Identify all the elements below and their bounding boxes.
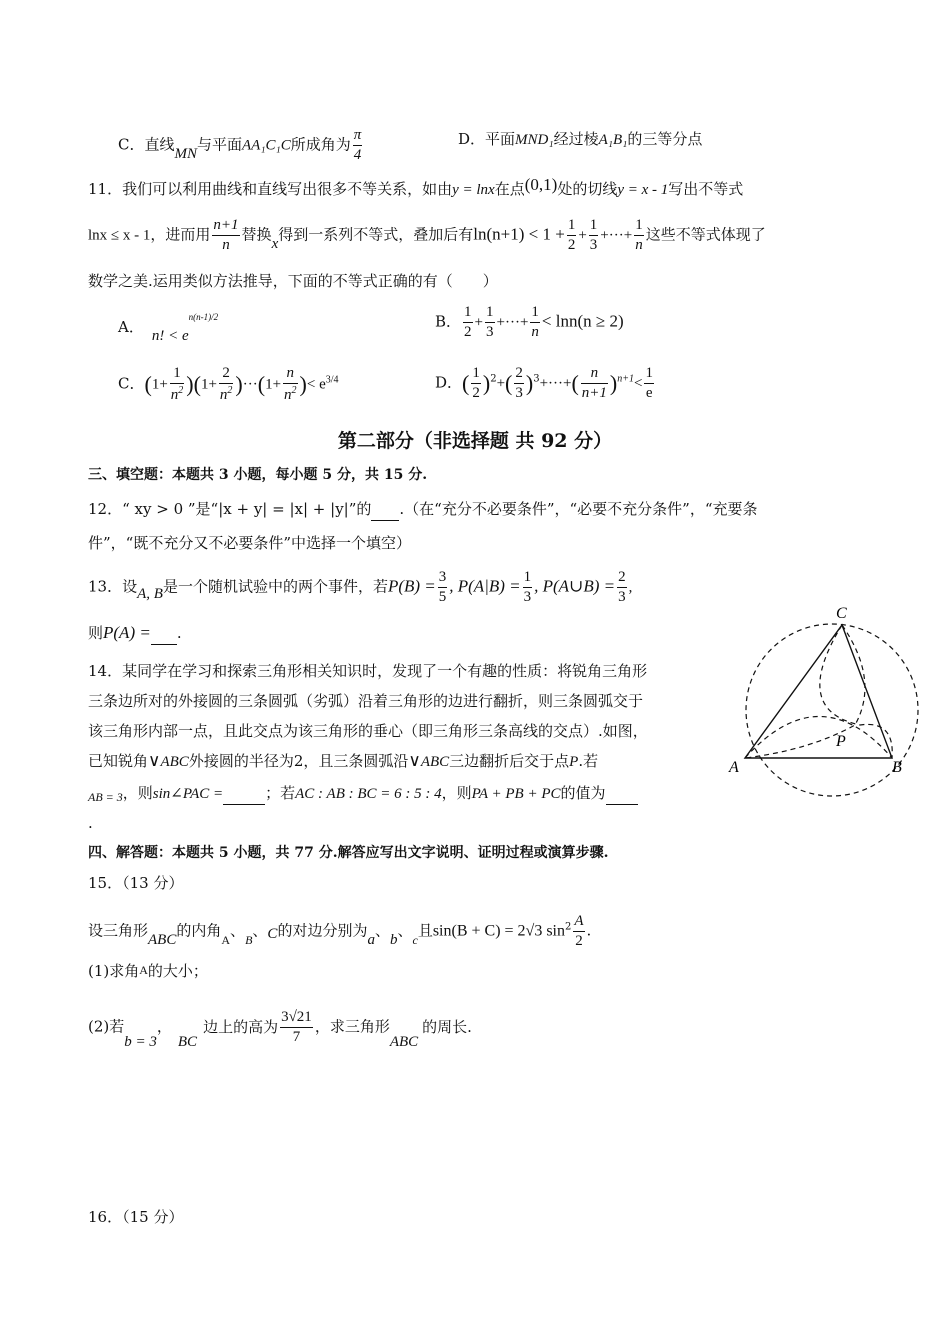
q14-line5 <box>88 782 638 805</box>
q15-score: （13 分） <box>122 874 184 892</box>
q15-s10: a <box>367 931 375 948</box>
q14-line1 <box>88 660 647 682</box>
q15-s5: 、 <box>230 921 246 940</box>
q13-pab-num: 1 <box>523 570 533 588</box>
q10-c-angle <box>353 128 363 163</box>
q14-l5h: 的值为 <box>560 784 606 802</box>
q13-pa: P(A) = <box>103 623 151 642</box>
folded-arc-ab <box>745 717 892 759</box>
q13-paub-num: 2 <box>617 570 627 588</box>
q12-text2: .（在“充分不必要条件”，“必要不充分条件”，“充要条 <box>399 500 758 518</box>
q14-l4f: P <box>569 754 579 770</box>
q13-events: A, B <box>137 585 163 602</box>
q15-s1: 设三角形 <box>88 921 149 940</box>
q11-sub-num: n+1 <box>212 218 239 236</box>
q11-b-label: B． <box>435 312 462 331</box>
label-c: C <box>836 605 847 622</box>
q13-pab: , P(A|B) = <box>449 576 521 596</box>
folded-arc-bc <box>820 625 892 758</box>
label-b: B <box>892 759 902 776</box>
q13-line1: 13．设A, B是一个随机试验中的两个事件，若P(B) = $\frac{3}{5}$ , P(A|B) = $\frac{1}{3}$ , P(A∪B) = $\frac{2}{3}$ , <box>88 569 633 605</box>
q11-option-a <box>118 312 219 344</box>
q11-text7: 得到一系列不等式，叠加后有 <box>278 225 474 244</box>
q15-s19: . <box>586 921 592 940</box>
q15-p2f-num: 3√21 <box>280 1010 313 1028</box>
q16-header <box>88 1206 183 1228</box>
q15-p2b: b = 3 <box>124 1033 157 1050</box>
q15-s2: ABC <box>148 931 177 948</box>
q13-pb-num: 3 <box>438 570 448 588</box>
q12-text3: 件”，“既不充分又不必要条件”中选择一个填空） <box>88 534 412 552</box>
q11-text6: 替换 <box>241 225 272 244</box>
q10-d-plane: MND₁ <box>515 132 554 148</box>
q14-line6: . <box>88 814 93 832</box>
q14-line2: 三条边所对的外接圆的三条圆弧（劣弧）沿着三角形的边进行翻折，则三条圆弧交于 <box>88 692 644 710</box>
q11-text5: ，进而用 <box>150 225 211 244</box>
q11-text3: 处的切线 <box>557 180 618 198</box>
q10-option-d <box>458 128 702 151</box>
q10-c-seg: MN <box>174 145 197 162</box>
q12-line1 <box>88 498 758 521</box>
q15-part1 <box>88 960 208 983</box>
q14-line4: 已知锐角∨ABC外接圆的半径为2，且三条圆弧沿∨ABC三边翻折后交于点P.若 <box>88 751 599 770</box>
q11-point: (0,1) <box>524 175 558 194</box>
q11-b-tail: < lnn(n ≥ 2) <box>541 311 624 331</box>
part2-title: 第二部分（非选择题 共 92 分） <box>337 430 613 452</box>
q11-d-tail: < <box>634 375 643 392</box>
q13-line2-prefix: 则 <box>88 624 104 642</box>
label-p: P <box>836 733 846 750</box>
q11-sub-den: n <box>222 237 230 253</box>
q11-c-tail: < e <box>306 376 326 393</box>
q10-c-plane: AA₁C₁C <box>242 137 291 154</box>
q14-l5d: ；若 <box>265 784 296 802</box>
q11-a-expr: n! < e <box>151 328 189 344</box>
q11-text4: 写出不等式 <box>668 180 744 198</box>
q11-third: $\frac{1}{3}$ <box>589 217 598 253</box>
q15-s13: 、 <box>397 921 413 940</box>
q10-d-suffix: 的三等分点 <box>627 130 703 148</box>
q10-c-angle-den: 4 <box>353 147 362 163</box>
q14-l5g: PA + PB + PC <box>471 786 561 802</box>
q11-text2: 在点 <box>494 180 525 198</box>
q11-d-rhs-num: 1 <box>644 366 654 384</box>
q11-c-exp: 3/4 <box>325 374 339 386</box>
q13-line2-end: . <box>176 624 182 642</box>
q15-p2c: ， <box>156 1017 172 1036</box>
q14-l1: 某同学在学习和探索三角形相关知识时，发现了一个有趣的性质：将锐角三角形 <box>122 662 648 680</box>
q15-s8: C <box>267 925 278 942</box>
q15-p2d: BC <box>177 1033 198 1050</box>
q14-l4e: 三边翻折后交于点 <box>449 752 570 770</box>
q15-p1b: A <box>139 963 148 977</box>
q10-c-mid: 与平面 <box>196 135 242 154</box>
q11-var: x <box>271 235 279 252</box>
q15-s6: B <box>245 932 253 947</box>
q14-number: 14． <box>88 662 123 680</box>
q11-d-rhs <box>644 366 654 401</box>
q10-d-mid: 经过棱 <box>553 130 599 148</box>
q14-l4g: .若 <box>578 752 599 770</box>
q11-c-label: C． <box>118 374 145 393</box>
q15-s18: 2 <box>575 933 583 949</box>
q15-p2a: (2)若 <box>88 1017 125 1036</box>
q10-c-suffix: 所成角为 <box>290 135 351 154</box>
q11-d-rhs-den: e <box>645 385 653 401</box>
q11-half: $\frac{1}{2}$ <box>567 217 576 253</box>
q15-s3: 的内角 <box>176 921 222 940</box>
q14-l4d: ABC <box>420 754 450 770</box>
q13-pb: P(B) = <box>387 576 436 596</box>
q11-nth: $\frac{1}{n}$ <box>635 217 643 253</box>
q11-line1 <box>88 175 744 201</box>
q11-a-exp: n(n-1)/2 <box>188 312 219 322</box>
q13-text2: 是一个随机试验中的两个事件，若 <box>162 577 388 596</box>
q15-number: 15． <box>88 874 123 892</box>
q16-score: （15 分） <box>122 1208 184 1226</box>
q12-answer-blank[interactable] <box>371 498 399 521</box>
q11-text9: 数学之美.运用类似方法推导，下面的不等式正确的有（ ） <box>88 272 498 290</box>
q15-s15: 且 <box>417 921 433 940</box>
q14-answer-blank-1[interactable] <box>223 782 265 805</box>
q14-l4c: 外接圆的半径为2，且三条圆弧沿 <box>188 752 409 770</box>
q14-l5c: sin∠PAC = <box>152 786 224 802</box>
q15-part2 <box>88 1009 472 1050</box>
q15-p2g: ，求三角形 <box>314 1017 390 1036</box>
q13-text1: 设 <box>122 577 138 596</box>
q14-l4a: 已知锐角 <box>88 752 149 770</box>
q14-l5a: AB = 3 <box>88 790 123 804</box>
q11-a-label: A． <box>118 318 144 336</box>
q10-c-angle-num: π <box>353 128 363 146</box>
q13-paub: , P(A∪B) = <box>534 576 616 596</box>
q10-d-prefix: D．平面 <box>458 130 516 148</box>
q15-s12: b <box>389 931 398 948</box>
q15-s16: sin(B + C) = 2√3 sin <box>432 922 565 940</box>
q13-pb-den: 5 <box>438 589 447 605</box>
q14-l4b: ABC <box>160 754 189 770</box>
q12-number: 12． <box>88 500 123 518</box>
q14-l5f: ，则 <box>441 784 472 802</box>
folded-arc-ca <box>745 625 865 758</box>
section4-heading: 四、解答题：本题共 5 小题，共 77 分.解答应写出文字说明、证明过程或演算步骤. <box>88 845 609 861</box>
q13-paub-den: 3 <box>618 589 626 605</box>
q15-s4: A <box>221 932 231 947</box>
q16-number: 16． <box>88 1208 123 1226</box>
q10-d-edge: A₁B₁ <box>598 132 628 148</box>
q15-s14: c <box>412 932 418 947</box>
q10-c-prefix: C．直线 <box>118 135 175 154</box>
q15-s17: A <box>573 914 584 932</box>
q11-option-c: C．(1+ $\frac{1}{n^2}$ )(1+ $\frac{2}{n^2}$ )···(1+ $\frac{n}{n^2}$ )< $e^{3/4}$ <box>118 365 339 403</box>
q12-condition: “ xy > 0 ”是“|x + y| = |x| + |y|”的 <box>122 500 372 518</box>
q11-curve: y = lnx <box>452 182 495 198</box>
q15-p2f-den: 7 <box>292 1029 301 1045</box>
q14-figure <box>720 600 920 800</box>
q15-p1a: (1)求角 <box>88 962 140 980</box>
q14-answer-blank-2[interactable] <box>606 782 638 805</box>
q12-line2 <box>88 532 411 554</box>
q11-number: 11． <box>88 180 123 198</box>
q15-p2i: 的周长. <box>422 1017 472 1036</box>
q11-line2: lnx ≤ x - 1，进而用 $\frac{n+1}{n}$ 替换x得到一系列不等式，叠加后有ln(n+1) < 1 + $\frac{1}{2}$ + $\frac{1}{3}$ +···+ $\frac{1}{n}$ 这些不等式体现了 <box>88 217 766 253</box>
q11-option-b: B． $\frac{1}{2}$ + $\frac{1}{3}$ +···+ $\frac{1}{n}$ < lnn(n ≥ 2) <box>435 304 624 340</box>
q11-text8: 这些不等式体现了 <box>645 225 766 244</box>
q13-pab-den: 3 <box>523 589 532 605</box>
q15-p2h: ABC <box>389 1033 419 1050</box>
q15-p1c: 的大小； <box>147 962 208 980</box>
q15-s7: 、 <box>252 921 268 940</box>
q15-s9: 的对边分别为 <box>277 921 368 940</box>
q11-line3 <box>88 270 498 292</box>
q10-option-c <box>118 128 364 163</box>
q11-d-label: D． <box>435 373 463 392</box>
q15-stem: 设三角形ABC的内角$_A$、$_B$、C的对边分别为a、b、$_c$且sin(B + C) = 2√3 $\sin^2$ $\frac{A}{2}$ . <box>88 913 592 949</box>
q11-text1: 我们可以利用曲线和直线写出很多不等关系，如由 <box>122 180 453 198</box>
q15-p2e: 边上的高为 <box>203 1017 279 1036</box>
q15-s11: 、 <box>374 921 390 940</box>
q13-number: 13． <box>88 577 123 596</box>
q11-sum-left: ln(n+1) < 1 + <box>473 224 565 244</box>
section3-heading: 三、填空题：本题共 3 小题，每小题 5 分，共 15 分. <box>88 467 428 483</box>
q11-substitution <box>212 218 239 253</box>
q11-option-d: D．( $\frac{1}{2}$ )$^2$+( $\frac{2}{3}$ )$^3$+···+( $\frac{n}{n+1}$ )$^{n+1}$< $\frac{1}{e}$ <box>435 365 653 401</box>
q14-l5e: AC : AB : BC = 6 : 5 : 4 <box>295 786 442 802</box>
q13-answer-blank[interactable] <box>151 622 177 645</box>
q11-ineq: lnx ≤ x - 1 <box>88 227 151 244</box>
q14-l5b: ，则 <box>122 784 153 802</box>
q15-header <box>88 872 183 894</box>
q14-line3: 该三角形内部一点，且此交点为该三角形的垂心（即三角形三条高线的交点）.如图， <box>88 722 648 740</box>
label-a: A <box>729 759 739 776</box>
q13-line2 <box>88 622 182 645</box>
q11-tangent: y = x - 1 <box>617 182 669 198</box>
triangle-abc <box>745 625 892 758</box>
